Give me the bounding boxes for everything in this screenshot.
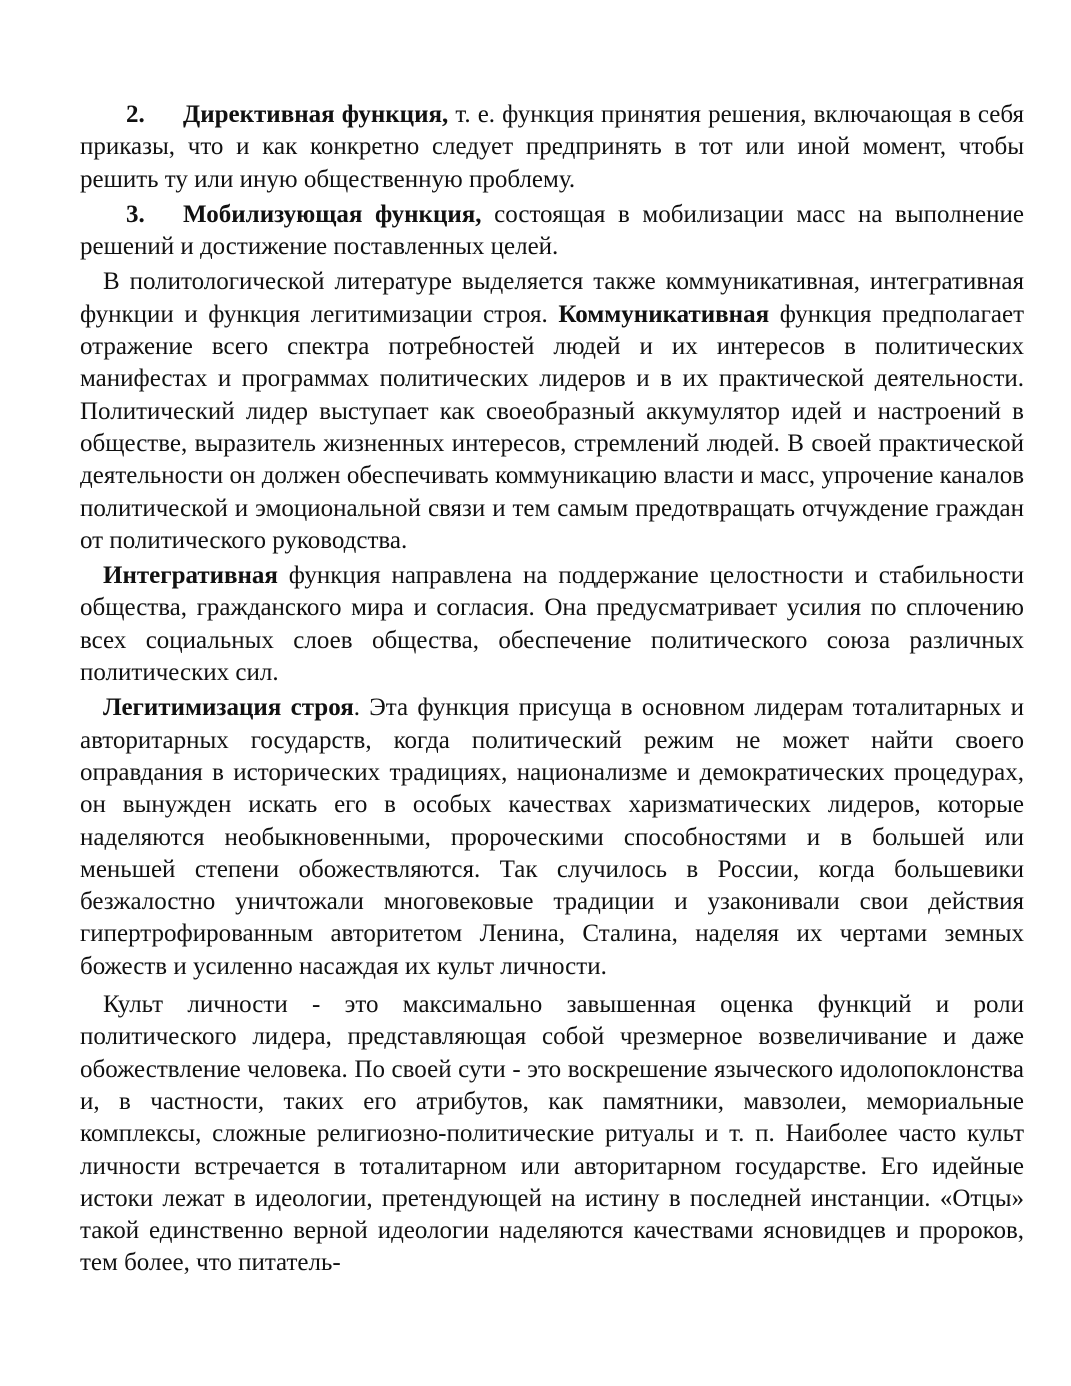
paragraph-text: Культ личности - это максимально завышенная оценка функций и роли политического лидера, представляющая собой чрезмерное возвеличивание и даже обожествление человека. По своей сути - это воскрешение языческого идолопоклонства и, в частности, таких его атрибутов, как памятники, мавзолеи, мемориальные комплексы, сложные религиозно-политические ритуалы и т. п. Наиболее часто культ личности встречается в тоталитарном или авторитарном государстве. Его идейные истоки лежат в идеологии, претендующей на истину в последней инстанции. «Отцы» такой единственно верной идеологии наделяются качествами ясновидцев и пророков, тем более, что питатель- <box>80 991 1024 1277</box>
item-number: 3. <box>126 200 145 228</box>
paragraph-text: т. е. функция принятия решения, включающая в себя приказы, что и как конкретно следует предпринять в тот или иной момент, чтобы решить ту или иную общественную проблему. <box>80 101 1024 193</box>
paragraph-lead-text: В политологической литературе выделяется также коммуникативная, интегративная функции и функция легитимизации строя. <box>80 268 1024 328</box>
term-communicative: Коммуникативная <box>558 300 770 328</box>
item-number: 2. <box>126 101 145 128</box>
term-integrative: Интегративная <box>103 562 278 590</box>
paragraph-text: . Эта функция присуща в основном лидерам тоталитарных и авторитарных государств, когда политический режим не может найти своего оправдания в исторических традициях, национализме и демократических процедурах, он вынужден искать его в особых качествах харизматических лидеров, которые наделяются необыкновенными, пророческими способностями и в большей или меньшей степени обожествляются. Так случилось в России, когда большевики безжалостно уничтожали многовековые традиции и узаконивали свои действия гипертрофированным авторитетом Ленина, Сталина, наделяя их чертами земных божеств и усиленно насаждая их культ личности. <box>80 694 1024 980</box>
document-page <box>80 99 1024 1283</box>
term-mobilizing-function: Мобилизующая функция, <box>183 200 482 228</box>
paragraph-text: состоящая в мобилизации масс на выполнение решений и достижение поставленных целей. <box>80 200 1024 261</box>
term-legitimization: Легитимизация строя <box>103 694 354 722</box>
paragraph-integrative-function <box>80 560 1024 689</box>
term-directive-function: Директивная функция, <box>183 101 449 128</box>
paragraph-text: функция предполагает отражение всего спектра потребностей людей и их интересов в политических манифестах и программах политических лидеров и в их практической деятельности. Политический лидер выступает как своеобразный аккумулятор идей и настроений в обществе, выразитель жизненных интересов, стремлений людей. В своей практической деятельности он должен обеспечивать коммуникацию власти и масс, упрочение каналов политической и эмоциональной связи и тем самым предотвращать отчуждение граждан от политического руководства. <box>80 300 1024 554</box>
paragraph-personality-cult <box>80 989 1024 1280</box>
paragraph-mobilizing-function <box>80 199 1024 264</box>
paragraph-legitimization <box>80 692 1024 983</box>
paragraph-text: функция направлена на поддержание целостности и стабильности общества, гражданского мира и согласия. Она предусматривает усилия по сплочению всех социальных слоев общества, обеспечение политического союза различных политических сил. <box>80 562 1024 687</box>
paragraph-directive-function <box>80 99 1024 196</box>
paragraph-communicative-function <box>80 266 1024 557</box>
